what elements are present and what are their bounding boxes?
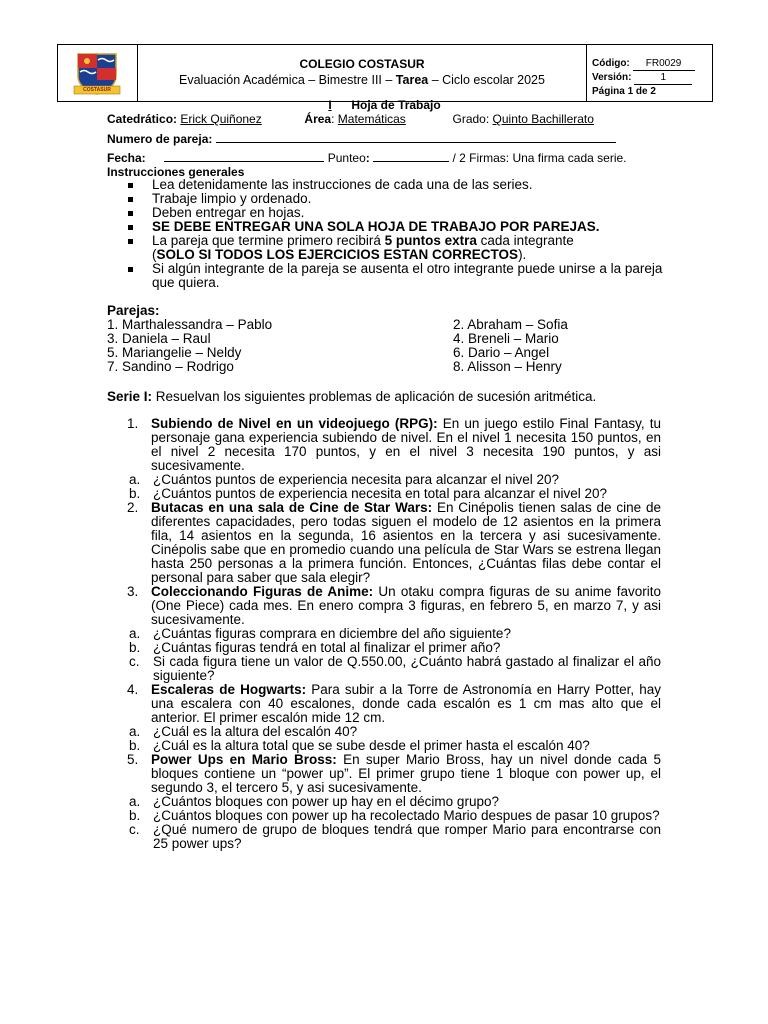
pair-item: 4. Breneli – Mario [453,331,559,346]
sub-question: a. ¿Cuántas figuras comprara en diciembre del año siguiente? [129,626,511,641]
pair-item: 5. Mariangelie – Neldy [107,345,242,360]
date-field[interactable] [164,150,324,162]
list-item: La pareja que termine primero recibirá 5 puntos extra cada integrante (SOLO SI TODOS LOS EJERCICIOS ESTAN CORRECTOS). [116,234,676,262]
sheet-title: I Hoja de Trabajo [328,98,441,112]
grade-value: Quinto Bachillerato [492,112,594,126]
pair-item: 2. Abraham – Sofia [453,317,568,332]
signatures-note: / 2 Firmas: Una firma cada serie. [452,151,627,165]
pair-item: 1. Marthalessandra – Pablo [107,317,273,332]
document-codes [587,45,712,101]
sub-question: c. ¿Qué numero de grupo de bloques tendrá que romper Mario para encontrarse con 25 power ups? [129,822,661,851]
page-number: Página 1 de 2 [592,86,656,97]
list-item: SE DEBE ENTREGAR UNA SOLA HOJA DE TRABAJO POR PAREJAS. [116,220,676,234]
pair-item: 6. Dario – Angel [453,345,550,360]
teacher-name: Erick Quiñonez [180,112,262,126]
date-score-row: Fecha: Punteo: / 2 Firmas: Una firma cada serie. [107,151,627,165]
school-logo [58,45,138,101]
pair-item: 3. Daniela – Raul [107,331,211,346]
teacher-area-grade-row: Catedrático: Erick Quiñonez Área: Matemáticas Grado: Quinto Bachillerato [107,112,594,126]
problems-list [107,417,661,851]
pairs-grid [107,318,667,374]
codigo-value: FR0029 [633,57,695,71]
header-title-block [138,45,587,101]
serie-heading: Serie I: Resuelvan los siguientes problemas de aplicación de sucesión aritmética. [107,389,597,404]
pair-item: 7. Sandino – Rodrigo [107,359,234,374]
evaluation-subtitle: Evaluación Académica – Bimestre III – Tarea – Ciclo escolar 2025 [179,73,545,87]
area-value: Matemáticas [337,112,406,126]
sub-question: a. ¿Cuántos puntos de experiencia necesita para alcanzar el nivel 20? [129,472,560,487]
score-field[interactable] [373,150,449,162]
pair-number-field[interactable] [216,131,616,143]
problem-item: 3. Coleccionando Figuras de Anime: Un otaku compra figuras de su anime favorito (One Piece) cada mes. En enero compra 3 figuras, en febrero 5, en marzo 7, y asi sucesivamente. [127,584,662,627]
list-item: Trabaje limpio y ordenado. [116,192,676,206]
logo-text: COSTASUR [83,87,111,93]
school-name: COLEGIO COSTASUR [299,57,425,71]
pair-number-row: Numero de pareja: [107,131,616,146]
sub-question: b. ¿Cuántos bloques con power up ha recolectado Mario despues de pasar 10 grupos? [129,808,660,823]
problem-item: 2. Butacas en una sala de Cine de Star Wars: En Cinépolis tienen salas de cine de diferentes capacidades, pero todas siguen el modelo de 12 asientos en la primera fila, 14 asientos en la segunda, 16 asientos en la tercera y asi sucesivamente. Cinépolis sabe que en promedio cuando una película de Star Wars se estrena llegan hasta 250 personas a la primera función. Entonces, ¿Cuántas filas debe contar el personal para saber que sala elegir? [127,500,661,585]
list-item: Lea detenidamente las instrucciones de cada una de las series. [116,178,676,192]
sub-question: a. ¿Cuántos bloques con power up hay en el décimo grupo? [129,794,499,809]
instructions-title: Instrucciones generales [107,165,245,179]
sub-question: c. Si cada figura tiene un valor de Q.550.00, ¿Cuánto habrá gastado al finalizar el año siguiente? [129,654,661,683]
codigo-row: Código: FR0029 [592,57,712,71]
version-row: Versión: 1 [592,71,712,85]
sub-question: a. ¿Cuál es la altura del escalón 40? [129,724,358,739]
sub-question: b. ¿Cuántas figuras tendrá en total al finalizar el primer año? [129,640,501,655]
problem-item: 4. Escaleras de Hogwarts: Para subir a la Torre de Astronomía en Harry Potter, hay una escalera con 40 escalones, donde cada escalón es 1 cm mas alto que el anterior. El primer escalón mide 12 cm. [127,682,661,725]
document-header [57,44,713,102]
sub-question: b. ¿Cuál es la altura total que se sube desde el primer hasta el escalón 40? [129,738,590,753]
pairs-title: Parejas: [107,303,160,318]
instructions-list [116,178,676,290]
sub-question: b. ¿Cuántos puntos de experiencia necesita en total para alcanzar el nivel 20? [129,486,608,501]
list-item: Deben entregar en hojas. [116,206,676,220]
pairs-section [107,304,667,374]
list-item: Si algún integrante de la pareja se ausenta el otro integrante puede unirse a la pareja que quiera. [116,262,676,290]
problem-item: 1. Subiendo de Nivel en un videojuego (RPG): En un juego estilo Final Fantasy, tu personaje gana experiencia subiendo de nivel. En el nivel 1 necesita 150 puntos, en el nivel 2 necesita 170 puntos, y en el nivel 3 necesita 190 puntos, y asi sucesivamente. [127,416,661,473]
pair-item: 8. Alisson – Henry [453,359,562,374]
version-value: 1 [634,71,692,85]
problem-item: 5. Power Ups en Mario Bross: En super Mario Bross, hay un nivel donde cada 5 bloques contiene un “power up”. El primer grupo tiene 1 bloque con power up, el segundo 3, el tercero 5, y asi sucesivamente. [127,752,661,795]
